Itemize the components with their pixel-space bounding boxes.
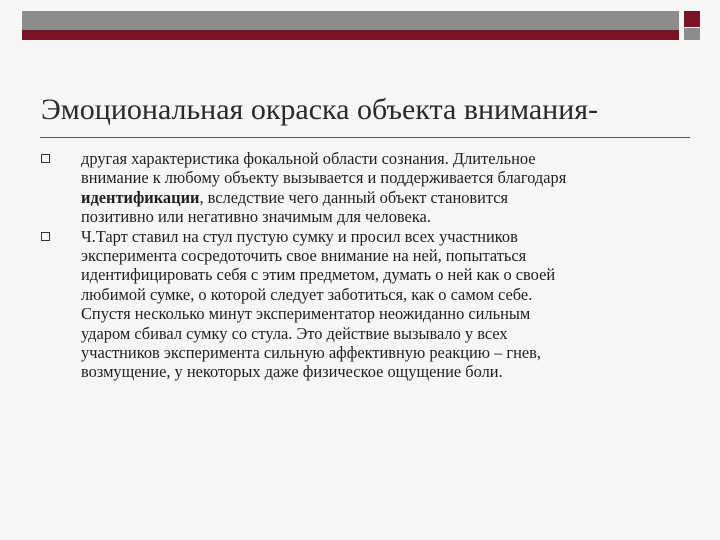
bullet-2-line-5: Спустя несколько минут экспериментатор неожиданно сильным (81, 304, 531, 324)
bullet-1-line-3 (81, 188, 700, 207)
bullet-2-line-1: Ч.Тарт ставил на стул пустую сумку и просил всех участников (81, 226, 518, 246)
bullet-list (40, 149, 700, 382)
square-bullet-icon (41, 232, 50, 241)
bullet-item-2 (40, 227, 700, 382)
slide-title: Эмоциональная окраска объекта внимания- (41, 93, 599, 126)
square-bullet-icon (41, 154, 50, 163)
bullet-2-line-4: любимой сумке, о которой следует заботиться, как о самом себе. (81, 284, 533, 304)
bullet-1-line-1: другая характеристика фокальной области сознания. Длительное (81, 149, 536, 168)
bullet-2-line-6: ударом сбивал сумку со стула. Это действие вызывало у всех (81, 323, 508, 343)
header-bar-gray (22, 11, 679, 30)
bullet-1-line-2: внимание к любому объекту вызывается и поддерживается благодаря (81, 168, 567, 188)
corner-square-gray (684, 28, 700, 40)
bullet-2-line-8: возмущение, у некоторых даже физическое ощущение боли. (81, 362, 503, 382)
bullet-2-line-7: участников эксперимента сильную аффективную реакцию – гнев, (81, 343, 542, 363)
bullet-item-1 (40, 149, 700, 227)
header-bar-red (22, 30, 679, 40)
corner-square-red (684, 11, 700, 27)
bullet-2-line-3: идентифицировать себя с этим предметом, думать о ней как о своей (81, 265, 556, 285)
bold-term: идентификации (81, 187, 200, 207)
title-divider (40, 137, 690, 138)
bullet-2-line-2: эксперимента сосредоточить свое внимание на ней, попытаться (81, 246, 527, 266)
bullet-1-line-4: позитивно или негативно значимым для человека. (81, 207, 431, 227)
bullet-1-line-3-rest: , вследствие чего данный объект становится (199, 187, 509, 207)
